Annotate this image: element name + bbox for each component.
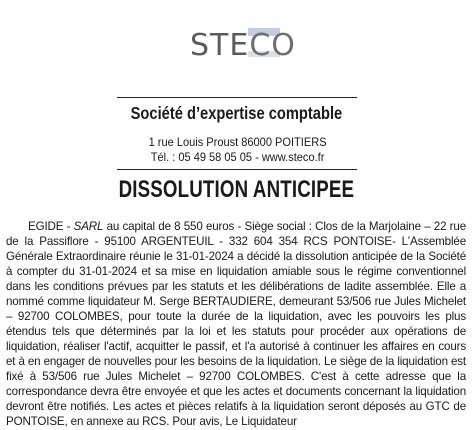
steco-logo [190,22,296,74]
notice-body-text: au capital de 8 550 euros - Siège social : Clos de la Marjolaine – 22 rue de la Passiflore - 95100 ARGENTEUIL - 332 604 354 RCS PONTOISE- L'Assemblée Générale Extraordinaire réunie le 31-01-2024 a décidé la dissolution anticipée de la Société à compter du 31-01-2024 et sa mise en liquidation amiable sous le régime conventionnel dans les conditions prévues par les statuts et les délibérations de ladite assemblée. Elle a nommé comme liquidateur M. Serge BERTAUDIERE, demeurant 53/506 rue Jules Michelet – 92700 COLOMBES, pour toute la durée de la liquidation, avec les pouvoirs les plus étendus tels que déterminés par la loi et les statuts pour procéder aux opérations de liquidation, réaliser l'actif, acquitter le passif, et l'a autorisé à continuer les affaires en cours et à en engager de nouvelles pour les besoins de la liquidation. Le siège de la liquidation est fixé à 53/506 rue Jules Michelet – 92700 COLOMBES. C'est à cette adresse que la correspondance devra être envoyée et que les actes et documents concernant la liquidation devront être notifiés. Les actes et pièces relatifs à la liquidation seront déposés au GTC de PONTOISE, en annexe au RCS. Pour avis, Le Liquidateur [6,220,466,428]
logo-text-ste: STE [190,28,250,63]
company-form: SARL [73,220,104,233]
top-divider [117,97,357,98]
middle-divider [117,169,357,170]
firm-address: 1 rue Louis Proust 86000 POITIERS [148,135,327,149]
logo-wordmark [190,28,296,63]
company-name: EGIDE [28,220,64,233]
notice-body: EGIDE - SARL au capital de 8 550 euros - Siège social : Clos de la Marjolaine – 22 rue de la Passiflore - 95100 ARGENTEUIL - 332 604 354 RCS PONTOISE- L'Assemblée Générale Extraordinaire réunie le 31-01-2024 a décidé la dissolution anticipée de la Société à compter du 31-01-2024 et sa mise en liquidation amiable sous le régime conventionnel dans les conditions prévues par les statuts et les délibérations de ladite assemblée. Elle a nommé comme liquidateur M. Serge BERTAUDIERE, demeurant 53/506 rue Jules Michelet – 92700 COLOMBES, pour toute la durée de la liquidation, avec les pouvoirs les plus étendus tels que déterminés par la loi et les statuts pour procéder aux opérations de liquidation, réaliser l'actif, acquitter le passif, et l'a autorisé à continuer les affaires en cours et à en engager de nouvelles pour les besoins de la liquidation. Le siège de la liquidation est fixé à 53/506 rue Jules Michelet – 92700 COLOMBES. C'est à cette adresse que la correspondance devra être envoyée et que les actes et documents concernant la liquidation devront être notifiés. Les actes et pièces relatifs à la liquidation seront déposés au GTC de PONTOISE, en annexe au RCS. Pour avis, Le Liquidateur [6,220,466,428]
logo-text-co: CO [249,28,296,63]
firm-contact: Tél. : 05 49 58 05 05 - www.steco.fr [150,150,325,164]
firm-name: Société d’expertise comptable [130,103,343,123]
notice-title: DISSOLUTION ANTICIPEE [118,176,355,203]
